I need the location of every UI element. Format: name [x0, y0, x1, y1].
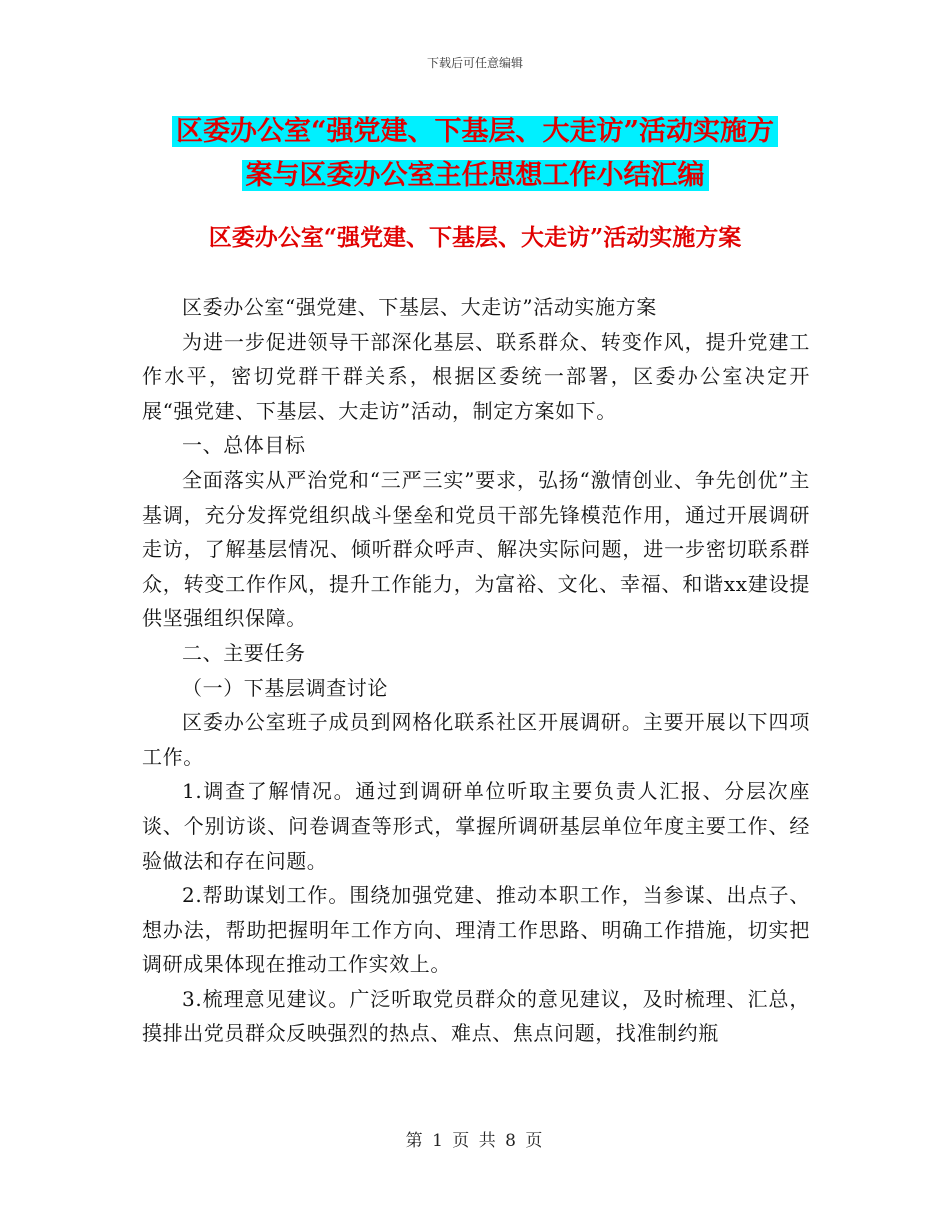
paragraph: 为进一步促进领导干部深化基层、联系群众、转变作风，提升党建工作水平，密切党群干群关系，根据区委统一部署，区委办公室决定开展“强党建、下基层、大走访”活动，制定方案如下。: [142, 329, 810, 423]
paragraph: 3.梳理意见建议。广泛听取党员群众的意见建议，及时梳理、汇总，摸排出党员群众反映强烈的热点、难点、焦点问题，找准制约瓶: [142, 986, 810, 1046]
title-highlight-1: 区委办公室“强党建、下基层、大走访”活动实施方: [172, 116, 778, 147]
paragraph-heading: 一、总体目标: [182, 433, 306, 458]
document-title-line-2: [0, 154, 950, 198]
paragraph-subheading: （一）下基层调查讨论: [182, 675, 388, 700]
document-title-line-1: [0, 110, 950, 154]
page-header-note: 下载后可任意编辑: [426, 56, 523, 70]
document-body: [142, 290, 810, 1051]
paragraph: 全面落实从严治党和“三严三实”要求，弘扬“激情创业、争先创优”主基调，充分发挥党组织战斗堡垒和党员干部先锋模范作用，通过开展调研走访，了解基层情况、倾听群众呼声、解决实际问题，进一步密切联系群众，转变工作作风，提升工作能力，为富裕、文化、幸福、和谐xx建设提供坚强组织保障。: [142, 467, 810, 631]
title-highlight-2: 案与区委办公室主任思想工作小结汇编: [242, 160, 709, 191]
section-title: 区委办公室“强党建、下基层、大走访”活动实施方案: [208, 224, 742, 251]
paragraph: 1.调查了解情况。通过到调研单位听取主要负责人汇报、分层次座谈、个别访谈、问卷调查等形式，掌握所调研基层单位年度主要工作、经验做法和存在问题。: [142, 779, 810, 873]
page-footer: 第 1 页 共 8 页: [405, 1131, 545, 1151]
paragraph-heading: 二、主要任务: [182, 640, 306, 665]
paragraph: 区委办公室“强党建、下基层、大走访”活动实施方案: [182, 295, 657, 319]
paragraph: 区委办公室班子成员到网格化联系社区开展调研。主要开展以下四项工作。: [142, 710, 810, 769]
paragraph: 2.帮助谋划工作。围绕加强党建、推动本职工作，当参谋、出点子、想办法，帮助把握明年工作方向、理清工作思路、明确工作措施，切实把调研成果体现在推动工作实效上。: [142, 883, 810, 977]
